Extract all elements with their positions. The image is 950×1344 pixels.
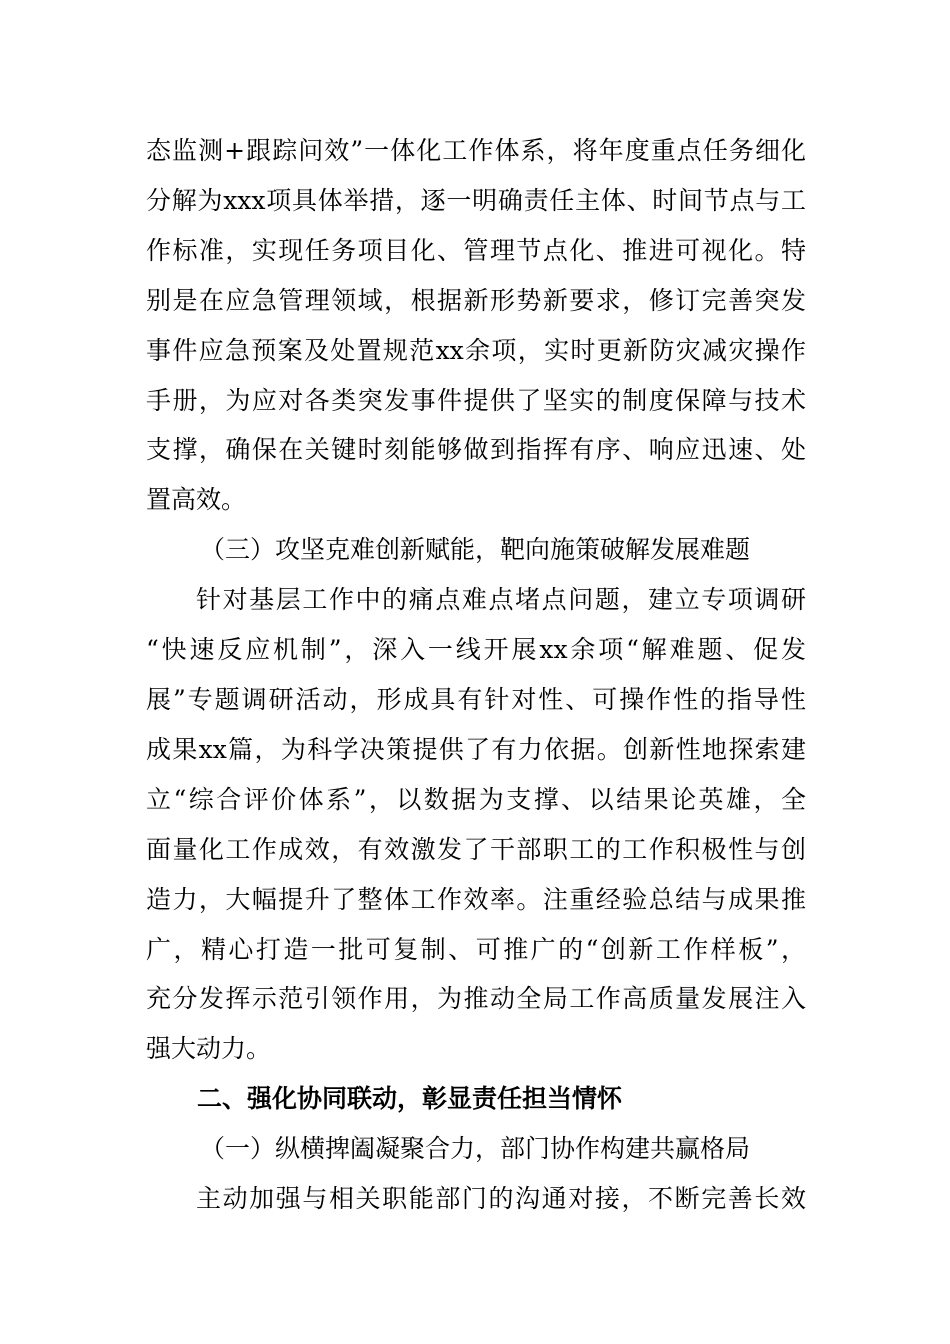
body-text-line: 态监测+跟踪问效”一体化工作体系，将年度重点任务细化: [146, 136, 806, 165]
body-text-line: 针对基层工作中的痛点难点堵点问题，建立专项调研: [196, 585, 806, 614]
body-text-line: “快速反应机制”，深入一线开展xx余项“解难题、促发: [146, 635, 806, 664]
body-text-line: 支撑，确保在关键时刻能够做到指挥有序、响应迅速、处: [146, 435, 806, 464]
body-text-line: 分解为xxx项具体举措，逐一明确责任主体、时间节点与工: [146, 186, 806, 215]
body-text-line: 手册，为应对各类突发事件提供了坚实的制度保障与技术: [146, 386, 806, 415]
body-text-line: 强大动力。: [146, 1034, 272, 1063]
body-text-line: 成果xx篇，为科学决策提供了有力依据。创新性地探索建: [146, 735, 806, 764]
body-text-line: 立“综合评价体系”，以数据为支撑、以结果论英雄，全: [146, 785, 806, 814]
body-text-line: 造力，大幅提升了整体工作效率。注重经验总结与成果推: [146, 885, 806, 914]
body-text-line: 作标准，实现任务项目化、管理节点化、推进可视化。特: [146, 236, 806, 265]
body-text-line: 主动加强与相关职能部门的沟通对接，不断完善长效: [196, 1184, 806, 1213]
body-text-line: 置高效。: [146, 485, 247, 514]
body-text-line: 广，精心打造一批可复制、可推广的“创新工作样板”，: [146, 935, 806, 964]
body-text-line: 面量化工作成效，有效激发了干部职工的工作积极性与创: [146, 835, 806, 864]
body-text-line: 别是在应急管理领域，根据新形势新要求，修订完善突发: [146, 286, 806, 315]
body-text-line: 充分发挥示范引领作用，为推动全局工作高质量发展注入: [146, 984, 806, 1013]
body-text-line: 事件应急预案及处置规范xx余项，实时更新防灾减灾操作: [146, 336, 806, 365]
section-subheading: （三）攻坚克难创新赋能，靶向施策破解发展难题: [200, 535, 751, 564]
section-heading: 二、强化协同联动，彰显责任担当情怀: [197, 1084, 623, 1113]
section-subheading: （一）纵横捭阖凝聚合力，部门协作构建共赢格局: [200, 1134, 751, 1163]
body-text-line: 展”专题调研活动，形成具有针对性、可操作性的指导性: [146, 685, 806, 714]
